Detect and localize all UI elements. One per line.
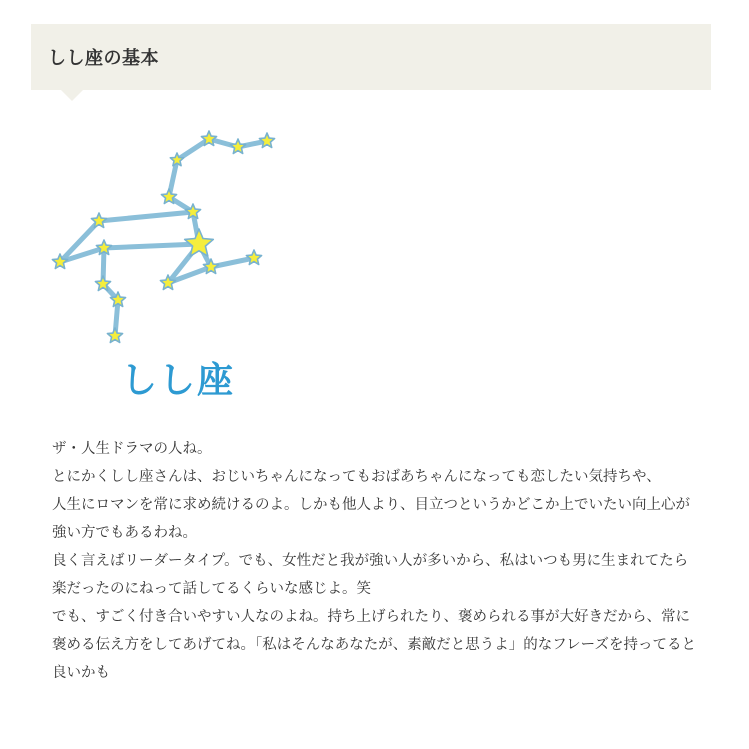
constellation-star-icon [161, 189, 176, 204]
constellation-star-icon [259, 133, 274, 148]
description-paragraph: でも、すごく付き合いやすい人なのよね。持ち上げられたり、褒められる事が大好きだから、常に褒める伝え方をしてあげてね。「私はそんなあなたが、素敵だと思うよ」的なフレーズを持ってると良いかも [52, 609, 696, 681]
constellation-line [60, 212, 193, 262]
description-paragraph: 良く言えばリーダータイプ。でも、女性だと我が強い人が多いから、私はいつも男に生まれてたら楽だったのにねって話してるくらいな感じよ。笑 [52, 553, 689, 597]
constellation-star-icon [91, 213, 106, 228]
section-header [31, 24, 711, 90]
constellation-line [169, 139, 209, 244]
sign-name: しし座 [121, 360, 236, 401]
section-title: しし座の基本 [48, 48, 159, 69]
constellation-star-icon [95, 276, 110, 291]
description-paragraph: とにかくしし座さんは、おじいちゃんになってもおばあちゃんになっても恋したい気持ちや、 [52, 469, 661, 485]
constellation-star-icon [107, 328, 122, 343]
constellation-line [168, 244, 211, 283]
constellation-star-icon [185, 229, 214, 256]
constellation-star-icon [230, 139, 245, 154]
description [52, 435, 700, 687]
constellation-line [103, 248, 118, 336]
constellation-line [209, 139, 267, 147]
constellation-star-icon [96, 240, 111, 255]
constellation-star-icon [110, 292, 125, 307]
description-paragraph: 人生にロマンを常に求め続けるのよ。しかも他人より、目立つというかどこか上でいたい向上心が強い方でもあるわね。 [52, 497, 690, 541]
constellation-star-icon [246, 250, 261, 265]
constellation-star-icon [170, 153, 183, 166]
description-paragraph: ザ・人生ドラマの人ね。 [52, 441, 212, 457]
constellation-line [199, 244, 254, 267]
constellation-line [60, 244, 199, 262]
header-notch [61, 90, 83, 101]
constellation-star-icon [185, 204, 200, 219]
constellation-star-icon [201, 131, 216, 146]
constellation-star-icon [203, 259, 218, 274]
constellation-star-icon [160, 275, 175, 290]
constellation-star-icon [52, 254, 67, 269]
